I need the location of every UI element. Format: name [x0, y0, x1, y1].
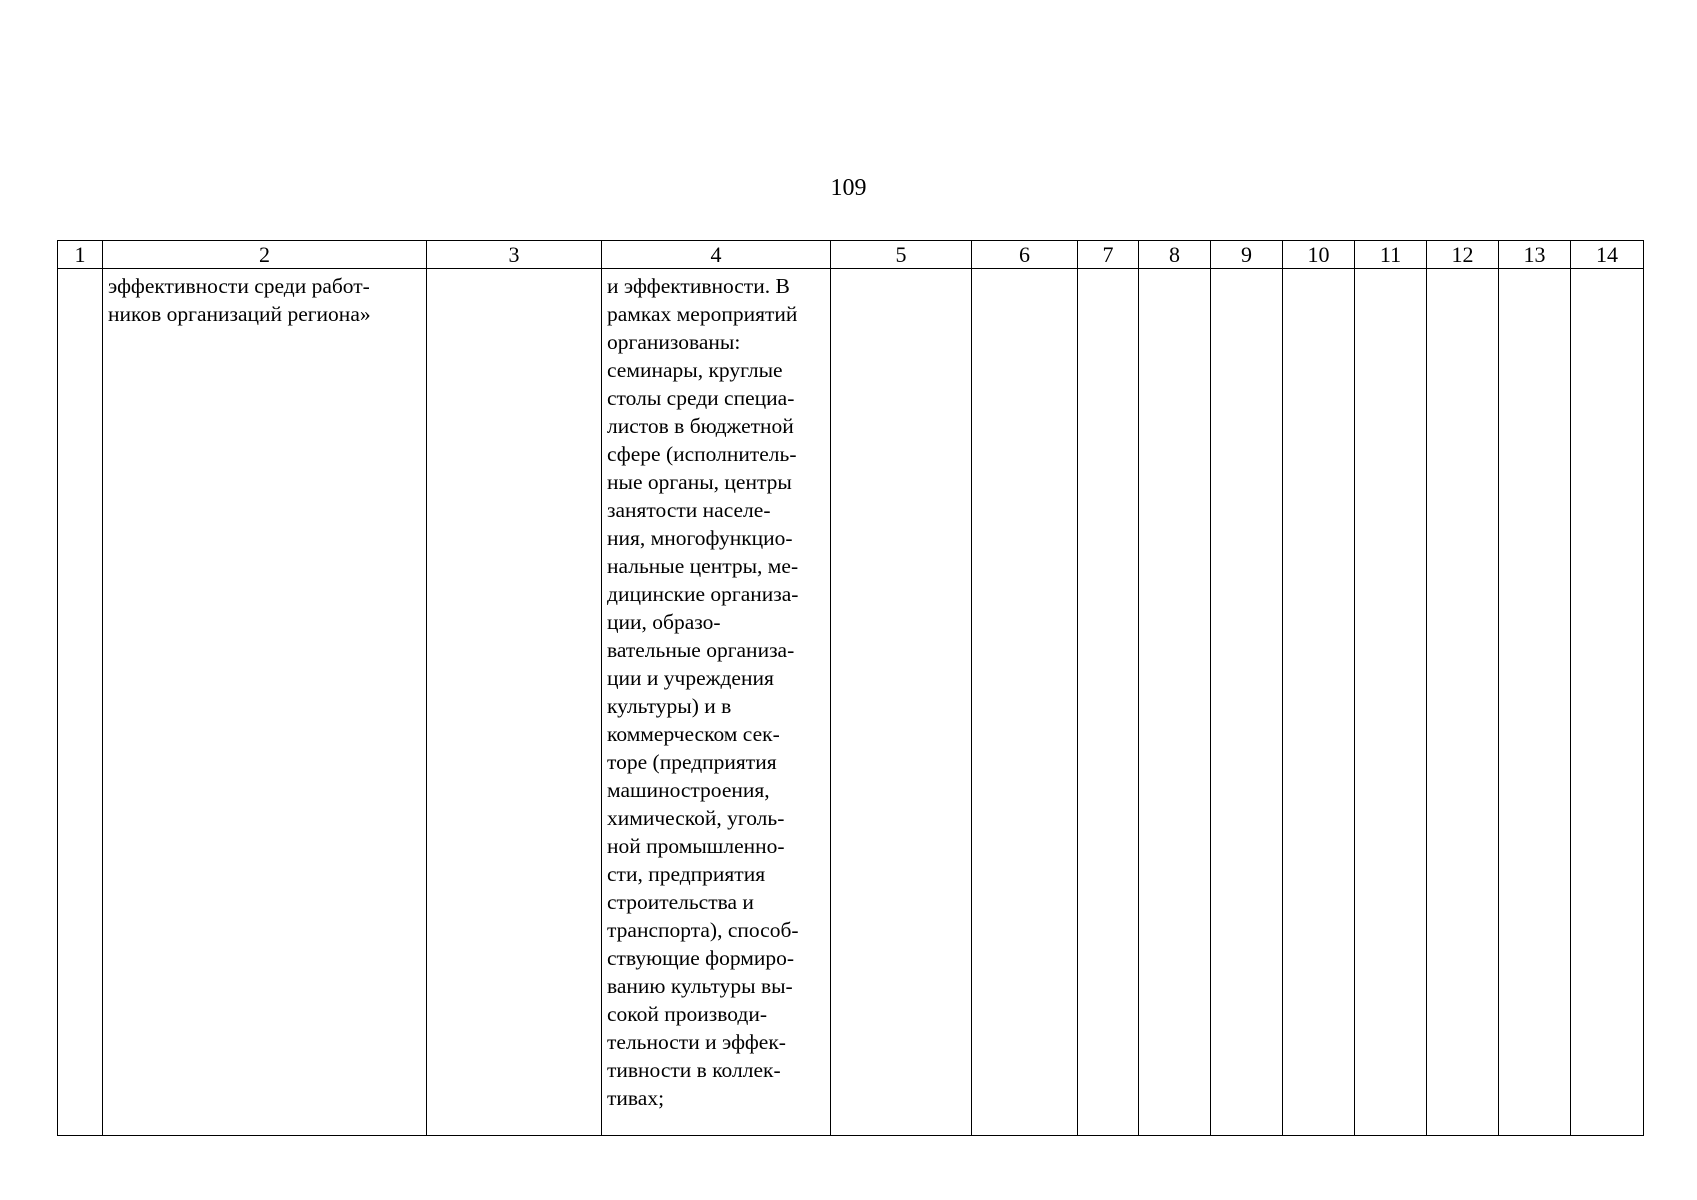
- cell-col-4-line: рамках мероприятий: [607, 302, 798, 326]
- cell-col-5: [831, 269, 972, 1136]
- cell-col-4-line: сти, предприятия: [607, 862, 766, 886]
- cell-col-9: [1211, 269, 1283, 1136]
- cell-col-4-line: торе (предприятия: [607, 750, 777, 774]
- page-number: 109: [830, 175, 867, 201]
- cell-col-4-line: тельности и эффек-: [607, 1030, 786, 1054]
- column-header-14: 14: [1571, 241, 1644, 269]
- cell-col-4-line: дицинские организа-: [607, 582, 799, 606]
- cell-col-4-line: ные органы, центры: [607, 470, 792, 494]
- cell-col-4-line: ной промышленно-: [607, 834, 785, 858]
- column-header-10: 10: [1283, 241, 1355, 269]
- cell-col-4-line: ванию культуры вы-: [607, 974, 793, 998]
- cell-col-4-line: столы среди специа-: [607, 386, 795, 410]
- cell-col-4-line: химической, уголь-: [607, 806, 785, 830]
- cell-col-4-line: культуры) и в: [607, 694, 732, 718]
- cell-col-14: [1571, 269, 1644, 1136]
- cell-col-4-line: машиностроения,: [607, 778, 770, 802]
- cell-col-7: [1078, 269, 1139, 1136]
- cell-col-4-line: коммерческом сек-: [607, 722, 780, 746]
- column-header-4: 4: [602, 241, 831, 269]
- cell-col-4-line: сокой производи-: [607, 1002, 768, 1026]
- cell-col-4-line: семинары, круглые: [607, 358, 783, 382]
- cell-col-6: [972, 269, 1078, 1136]
- cell-col-4-line: организованы:: [607, 330, 741, 354]
- cell-col-2-line: ников организаций региона»: [108, 302, 371, 326]
- cell-col-4-line: ции и учреждения: [607, 666, 774, 690]
- cell-col-13: [1499, 269, 1571, 1136]
- cell-col-11: [1355, 269, 1427, 1136]
- cell-col-1: [58, 269, 103, 1136]
- column-header-8: 8: [1139, 241, 1211, 269]
- cell-col-4-line: занятости населе-: [607, 498, 771, 522]
- cell-col-2: [103, 269, 427, 1136]
- column-header-6: 6: [972, 241, 1078, 269]
- column-header-12: 12: [1427, 241, 1499, 269]
- cell-col-8: [1139, 269, 1211, 1136]
- data-table: [57, 240, 1644, 1136]
- cell-col-4-line: тивах;: [607, 1086, 665, 1110]
- cell-col-4-line: вательные организа-: [607, 638, 795, 662]
- column-header-13: 13: [1499, 241, 1571, 269]
- column-header-7: 7: [1078, 241, 1139, 269]
- cell-col-4-line: ции, образо-: [607, 610, 721, 634]
- cell-col-2-line: эффективности среди работ-: [108, 274, 370, 298]
- cell-col-2-text: [103, 269, 426, 328]
- header-row: [58, 241, 1644, 269]
- column-header-11: 11: [1355, 241, 1427, 269]
- cell-col-4-line: нальные центры, ме-: [607, 554, 799, 578]
- cell-col-12: [1427, 269, 1499, 1136]
- cell-col-4-line: ствующие формиро-: [607, 946, 795, 970]
- cell-col-4-line: ния, многофункцио-: [607, 526, 793, 550]
- cell-col-4-text: [602, 269, 830, 1112]
- column-header-2: 2: [103, 241, 427, 269]
- column-header-1: 1: [58, 241, 103, 269]
- column-header-9: 9: [1211, 241, 1283, 269]
- cell-col-10: [1283, 269, 1355, 1136]
- cell-col-4-line: и эффективности. В: [607, 274, 790, 298]
- cell-col-3: [427, 269, 602, 1136]
- cell-col-4-line: листов в бюджетной: [607, 414, 794, 438]
- table-row: [58, 269, 1644, 1136]
- cell-col-4-line: сфере (исполнитель-: [607, 442, 797, 466]
- cell-col-4-line: тивности в коллек-: [607, 1058, 781, 1082]
- cell-col-4: [602, 269, 831, 1136]
- column-header-5: 5: [831, 241, 972, 269]
- cell-col-4-line: строительства и: [607, 890, 754, 914]
- cell-col-4-line: транспорта), способ-: [607, 918, 799, 942]
- column-header-3: 3: [427, 241, 602, 269]
